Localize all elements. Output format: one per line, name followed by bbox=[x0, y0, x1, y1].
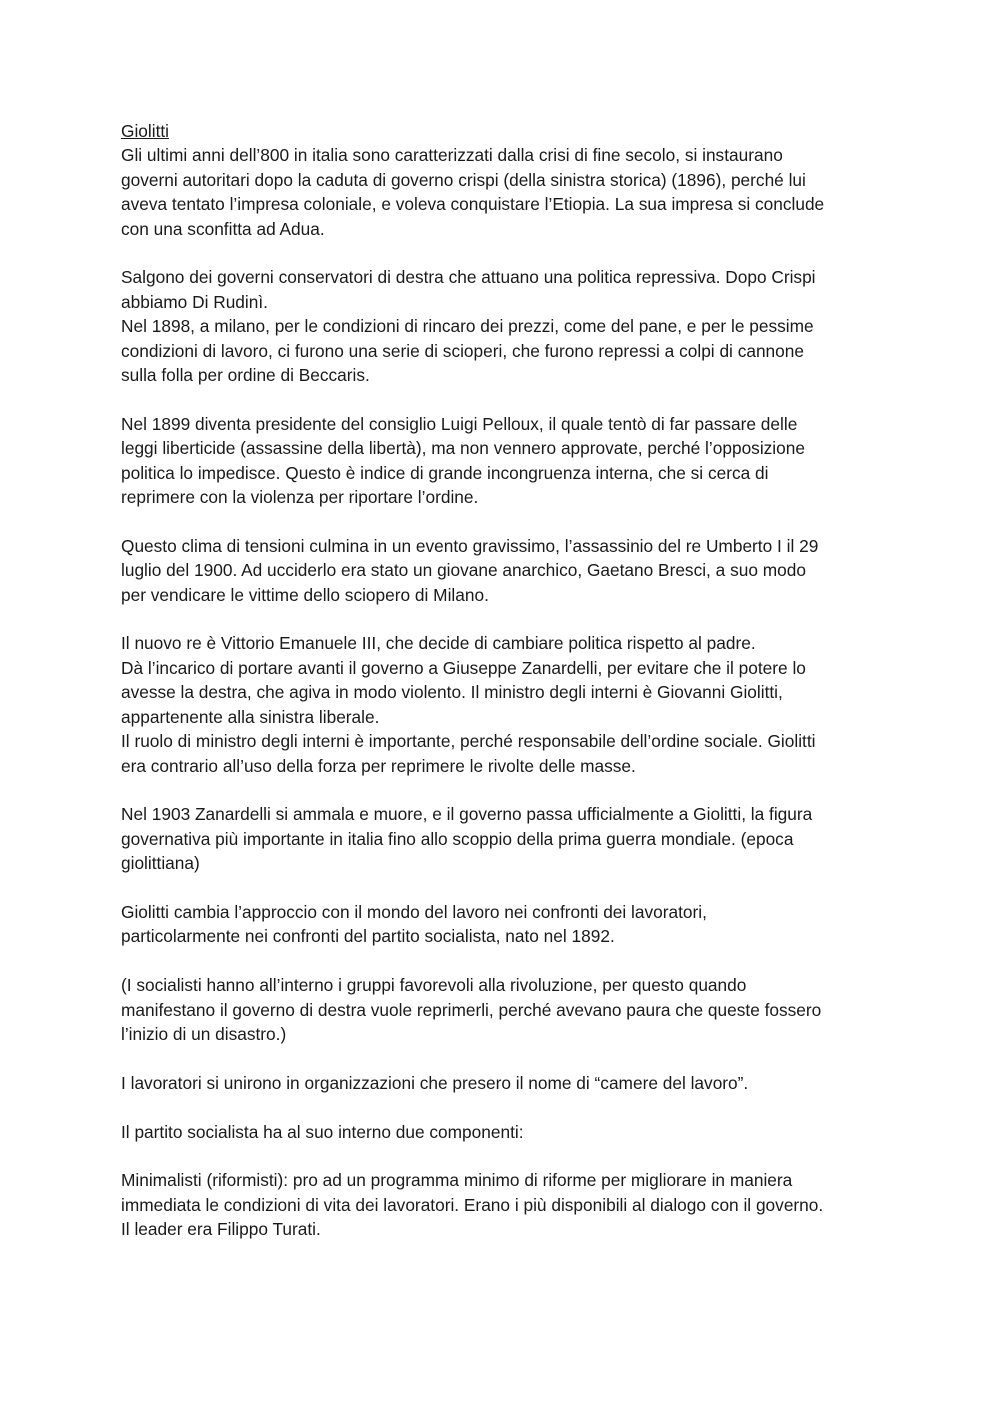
paragraph-componenti: Il partito socialista ha al suo interno due componenti: bbox=[121, 1121, 524, 1142]
paragraph-minimalisti: Minimalisti (riformisti): pro ad un programma minimo di riforme per migliorare in maniera immediata le condizioni di vita dei lavoratori. Erano i più disponibili al dialogo con il governo. Il leader era Filippo Turati. bbox=[121, 1170, 824, 1240]
paragraph-socialisti: (I socialisti hanno all’interno i gruppi favorevoli alla rivoluzione, per questo quando manifestano il governo di destra vuole reprimerli, perché avevano paura che queste fossero l’inizio di un disastro.) bbox=[121, 975, 822, 1044]
paragraph-pelloux: Nel 1899 diventa presidente del consiglio Luigi Pelloux, il quale tentò di far passare delle leggi liberticide (assassine della libertà), ma non vennero approvate, perché l’opposizione politica lo impedisce. Questo è indice di grande incongruenza interna, che si cerca di reprimere con la violenza per riportare l’ordine. bbox=[121, 413, 805, 508]
paragraph-epoca-giolittiana: Nel 1903 Zanardelli si ammala e muore, e il governo passa ufficialmente a Giolitti, la figura governativa più importante in italia fino allo scoppio della prima guerra mondiale. (epoca giolittiana) bbox=[121, 804, 813, 874]
paragraph-assassinio-umberto: Questo clima di tensioni culmina in un evento gravissimo, l’assassinio del re Umberto I il 29 luglio del 1900. Ad ucciderlo era stato un giovane anarchico, Gaetano Bresci, a suo modo per vendicare le vittime dello sciopero di Milano. bbox=[121, 535, 819, 605]
paragraph-vittorio-emanuele: Il nuovo re è Vittorio Emanuele III, che decide di cambiare politica rispetto al padre. Dà l’incarico di portare avanti il governo a Giuseppe Zanardelli, per evitare che il potere lo avesse la destra, che agiva in modo violento. Il ministro degli interni è Giovanni Giolitti, appartenente alla sinistra liberale. Il ruolo di ministro degli interni è importante, perché responsabile dell’ordine sociale. Giolitti era contrario all’uso della forza per reprimere le rivolte delle masse. bbox=[121, 633, 816, 776]
document-body bbox=[121, 119, 881, 1242]
document-title: Giolitti bbox=[121, 121, 170, 141]
paragraph-camere-lavoro: I lavoratori si unirono in organizzazioni che presero il nome di “camere del lavoro”. bbox=[121, 1072, 749, 1093]
paragraph-mondo-lavoro: Giolitti cambia l’approccio con il mondo del lavoro nei confronti dei lavoratori, particolarmente nei confronti del partito socialista, nato nel 1892. bbox=[121, 901, 707, 947]
paragraph-spacer bbox=[121, 949, 881, 973]
paragraph-governi-conservatori: Salgono dei governi conservatori di destra che attuano una politica repressiva. Dopo Crispi abbiamo Di Rudinì. Nel 1898, a milano, per le condizioni di rincaro dei prezzi, come del pane, e per le pessime condizioni di lavoro, ci furono una serie di scioperi, che furono repressi a colpi di cannone sulla folla per ordine di Beccaris. bbox=[121, 267, 816, 386]
paragraph-spacer bbox=[121, 1095, 881, 1119]
paragraph-spacer bbox=[121, 1046, 881, 1070]
paragraph-spacer bbox=[121, 778, 881, 802]
paragraph-spacer bbox=[121, 509, 881, 533]
paragraph-spacer bbox=[121, 387, 881, 411]
paragraph-spacer bbox=[121, 607, 881, 631]
paragraph-spacer bbox=[121, 241, 881, 265]
paragraph-spacer bbox=[121, 1144, 881, 1168]
paragraph-spacer bbox=[121, 876, 881, 900]
paragraph-fine-secolo: Gli ultimi anni dell’800 in italia sono caratterizzati dalla crisi di fine secolo, si instaurano governi autoritari dopo la caduta di governo crispi (della sinistra storica) (1896), perché lui aveva tentato l’impresa coloniale, e voleva conquistare l’Etiopia. La sua impresa si conclude con una sconfitta ad Adua. bbox=[121, 145, 825, 239]
